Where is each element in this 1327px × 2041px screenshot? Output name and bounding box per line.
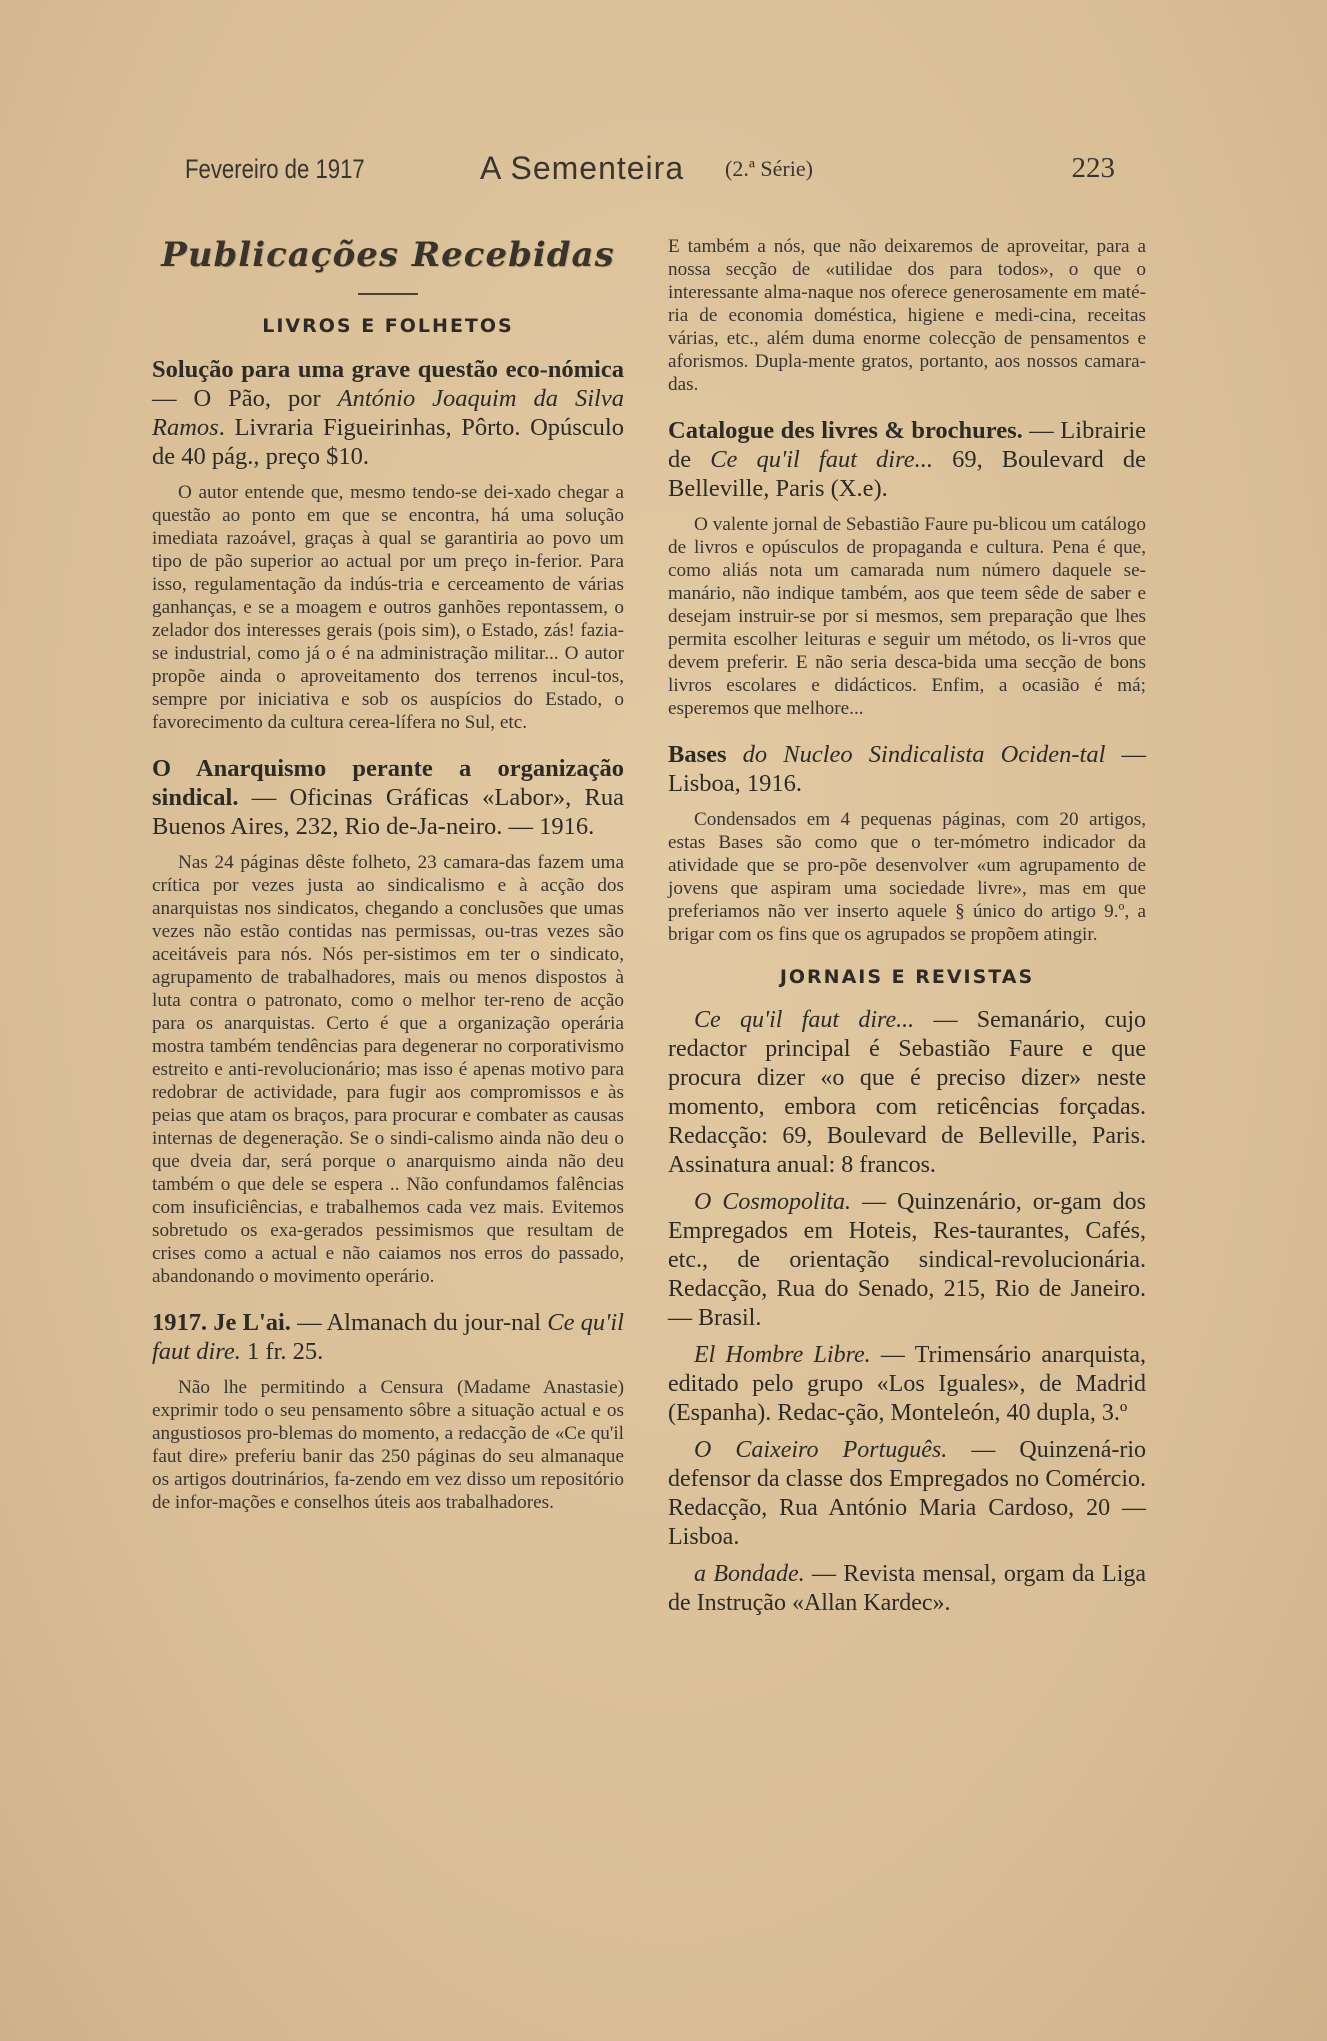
journal-text: — Quinzenário, or-gam dos Empregados em Hoteis, Res-taurantes, Cafés, etc., de orientação sindical-revolucionária. Redacção, Rua do Senado, 215, Rio de Janeiro. — Brasil. <box>668 1189 1147 1331</box>
journal-text: — Trimensário anarquista, editado pelo grupo «Los Iguales», de Madrid (Espanha). Redac-ção, Monteleón, 40 dupla, 3.º <box>668 1342 1146 1426</box>
entry-author: António Joaquim da Silva Ramos <box>152 385 624 441</box>
entry-title-bold: Solução para uma grave questão eco-nómica <box>152 356 624 383</box>
journal-text: — Revista mensal, orgam da Liga de Instrução «Allan Kardec». <box>668 1561 1147 1616</box>
entry-title-bold: 1917. Je L'ai. <box>152 1309 291 1336</box>
entry-title-text: — Almanach du jour-nal <box>290 1309 548 1336</box>
entry-body: O autor entende que, mesmo tendo-se dei-xado chegar a questão ao ponto em que se encontra, há uma solução imediata razoável, graças à qual se garantiria ao povo um tipo de pão superior ao actual por um preço in-ferior. Para isso, regulamentação da indús-tria e cerceamento de várias ganhanças, e se a moagem e outros ganhões repontassem, o zelador dos interesses gerais (pois sim), o Estado, zás! fazia-se industrial, como já o é na administração militar... O autor propõe ainda o aproveitamento dos terrenos incul-tos, sempre por iniciativa e sob os auspícios do Estado, o favorecimento da cultura cerea-lífera no Sul, etc. <box>152 482 624 733</box>
entry-title <box>668 416 1146 503</box>
entry-title <box>668 740 1146 798</box>
journal-name: a Bondade. <box>694 1561 805 1587</box>
entry-body: O valente jornal de Sebastião Faure pu-blicou um catálogo de livros e opúsculos de propaganda e cultura. Pena é que, como aliás nota um camarada num número daquele se-manário, não indique também, aos que teem sêde de saber e desejam instruir-se por si mesmos, sem preparação que lhes permita escolher leituras e seguir um método, os li-vros que devem preferir. E não seria desca-bida uma secção de bons livros escolares e didácticos. Enfim, a ocasião é má; esperemos que melhore... <box>668 514 1146 719</box>
running-header <box>185 150 1115 190</box>
journal-name: Ce qu'il faut dire... <box>694 1007 915 1033</box>
subhead-journals: JORNAIS E REVISTAS <box>779 966 1035 988</box>
header-title: A Sementeira <box>480 150 685 186</box>
journal-entry <box>668 1560 1146 1618</box>
entry-title <box>152 1308 624 1366</box>
entry-body-continued: E também a nós, que não deixaremos de aproveitar, para a nossa secção de «utilidae dos para todos», o que o interessante alma-naque nos oferece generosamente em maté-ria de economia doméstica, higiene e medi-cina, receitas várias, etc., além duma enorme colecção de pensamentos e aforismos. Dupla-mente gratos, portanto, aos nossos camara-das. <box>668 236 1146 395</box>
entry-title <box>152 355 624 471</box>
header-series: (2.ª Série) <box>725 156 813 181</box>
entry-title-italic: Ce qu'il faut dire... <box>710 446 933 473</box>
entry-title-italic: do Nucleo Sindicalista Ociden-tal <box>726 741 1106 768</box>
divider <box>358 293 418 295</box>
entry-title-text: 69, Boulevard de Belleville, Paris (X.e). <box>668 446 1146 502</box>
page-number: 223 <box>1071 152 1115 184</box>
entry-title-text: — Oficinas Gráficas «Labor», Rua Buenos Aires, 232, Rio de-Ja-neiro. — 1916. <box>152 784 624 840</box>
entry-body: Nas 24 páginas dêste folheto, 23 camara-das fazem uma crítica por vezes justa ao sindicalismo e à acção dos anarquistas nos sindicatos, chegando a conclusões que umas vezes não estão contidas nas permissas, ou-tras vezes são aceitáveis para nós. Nós per-sistimos em ter o sindicato, agrupamento de trabalhadores, mais ou menos dispostos à luta contra o patronato, como o melhor ter-reno de acção para os anarquistas. Certo é que a organização operária mostra também tendências para degenerar no corporativismo estreito e anti-revolucionário; mas isso é apenas motivo para redobrar de actividade, para fugir aos compromissos e às peias que atam os braços, para procurar e combater as causas internas de degeneração. Se o sindi-calismo ainda não deu o que dveia dar, será porque o anarquismo ainda não deu também o que dele se espera .. Não confundamos falências com insuficiências, e trabalhemos cada vez mais. Evitemos sobretudo os exa-gerados pessimismos que resultam de crises como a actual e não caiamos nos erros do passado, abandonando o movimento operário. <box>152 852 624 1287</box>
journal-entry <box>668 1436 1146 1552</box>
header-date: Fevereiro de 1917 <box>185 154 365 184</box>
journal-text: — Quinzená-rio defensor da classe dos Empregados no Comércio. Redacção, Rua António Maria Cardoso, 20 — Lisboa. <box>668 1437 1147 1550</box>
subhead-books: LIVROS E FOLHETOS <box>262 315 514 337</box>
entry-title-bold: Bases <box>668 741 727 768</box>
journal-text: — Semanário, cujo redactor principal é Sebastião Faure e que procura dizer «o que é preciso dizer» neste momento, embora com reticências forçadas. Redacção: 69, Boulevard de Belleville, Paris. Assinatura anual: 8 francos. <box>668 1007 1147 1178</box>
entry-body: Condensados em 4 pequenas páginas, com 20 artigos, estas Bases são como que o ter-mómetro indicador da atividade que se pro-põe desenvolver «um agrupamento de jovens que aspiram uma sociedade livre», mas em que preferiamos não ver inserto aquele § único do artigo 9.º, a brigar com os fins que os agrupados se propõem atingir. <box>668 809 1146 945</box>
journal-name: El Hombre Libre. <box>694 1342 871 1368</box>
journal-name: O Caixeiro Português. <box>694 1437 948 1463</box>
entry-title-bold: Catalogue des livres & brochures. <box>668 417 1023 444</box>
entry-title-bold: O Anarquismo perante a organização sindical. <box>152 755 624 811</box>
entry-title-text: 1 fr. 25. <box>240 1338 324 1365</box>
section-title: Publicações Recebidas <box>161 235 615 275</box>
entry-title-text: — O Pão, por <box>152 385 338 412</box>
entry-title-text: — Lisboa, 1916. <box>668 741 1146 797</box>
left-column <box>152 235 624 1514</box>
journal-name: O Cosmopolita. <box>694 1189 852 1215</box>
entry-title-text: — Librairie de <box>668 417 1146 473</box>
right-column <box>668 235 1146 1626</box>
entry-title <box>152 754 624 841</box>
entry-body: Não lhe permitindo a Censura (Madame Anastasie) exprimir todo o seu pensamento sôbre a situação actual e os angustiosos pro-blemas do momento, a redacção de «Ce qu'il faut dire» preferiu banir das 250 páginas do seu almanaque os artigos doutrinários, fa-zendo em vez disso um repositório de infor-mações e conselhos úteis aos trabalhadores. <box>152 1377 624 1513</box>
journal-entry <box>668 1188 1146 1333</box>
journal-entry <box>668 1006 1146 1180</box>
entry-title-italic: Ce qu'il faut dire. <box>152 1309 624 1365</box>
journal-entry <box>668 1341 1146 1428</box>
entry-title-text: . Livraria Figueirinhas, Pôrto. Opúsculo de 40 pág., preço $10. <box>152 414 624 470</box>
